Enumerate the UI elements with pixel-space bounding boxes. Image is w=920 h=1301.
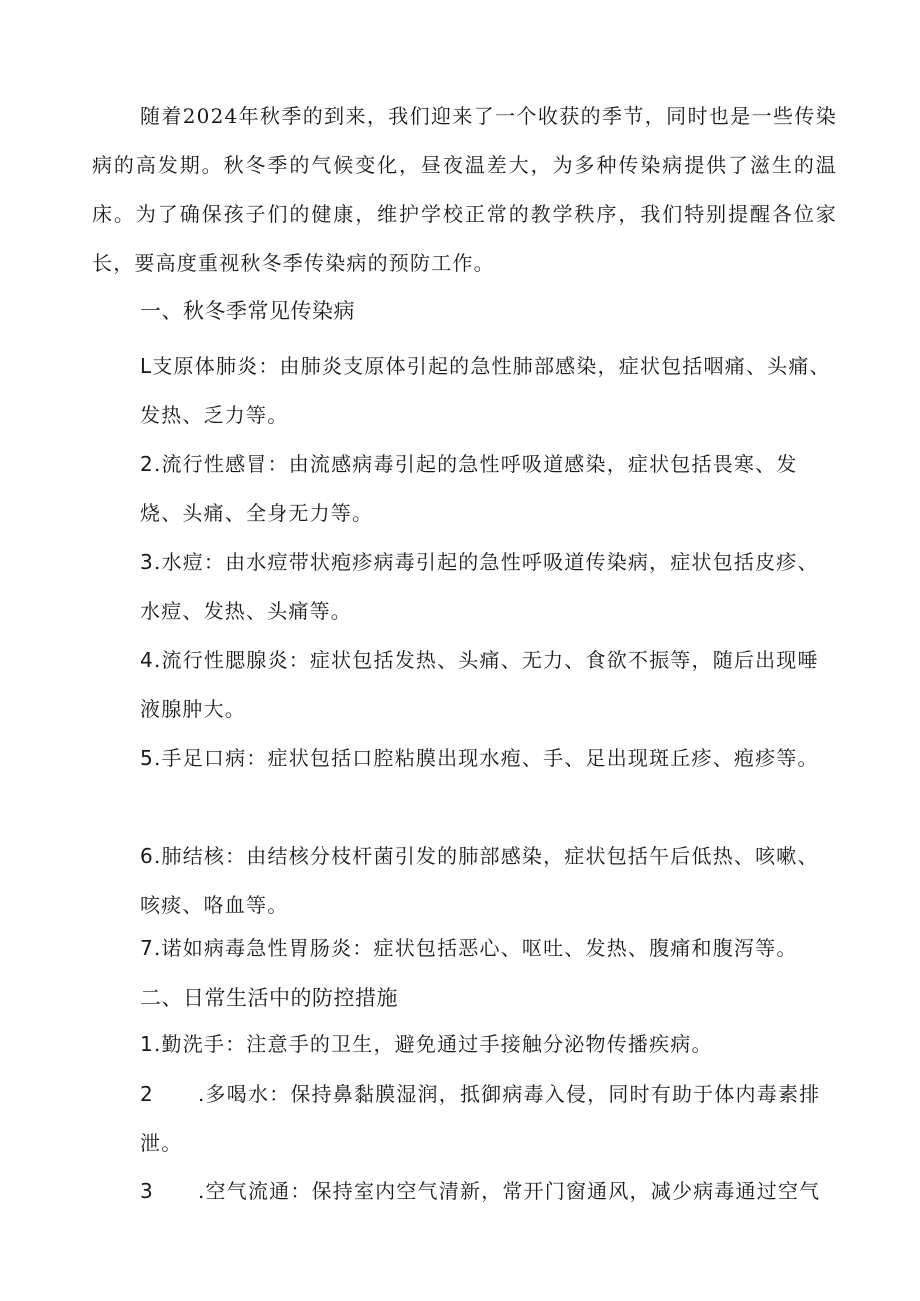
item-number: 3 xyxy=(140,550,154,574)
item-number: 3 xyxy=(140,1179,154,1203)
list-item xyxy=(92,832,832,930)
section-1-heading: 一、秋冬季常见传染病 xyxy=(140,299,355,323)
item-number: 7 xyxy=(140,936,154,960)
list-item xyxy=(92,1070,832,1168)
item-text: .水痘：由水痘带状疱疹病毒引起的急性呼吸道传染病，症状包括皮疹、水痘、发热、头痛等。 xyxy=(140,550,819,623)
list-item xyxy=(92,538,832,636)
list-item xyxy=(92,342,832,440)
item-text: .流行性腮腺炎：症状包括发热、头痛、无力、食欲不振等，随后出现唾液腺肿大。 xyxy=(140,648,819,721)
item-text: .手足口病：症状包括口腔粘膜出现水疱、手、足出现斑丘疹、疱疹等。 xyxy=(153,746,819,770)
item-text: .勤洗手：注意手的卫生，避免通过手接触分泌物传播疾病。 xyxy=(153,1032,713,1056)
list-item xyxy=(92,636,832,734)
item-number: 6 xyxy=(140,844,154,868)
section-2-heading: 二、日常生活中的防控措施 xyxy=(140,986,398,1010)
list-item xyxy=(92,1020,832,1069)
item-text: 支原体肺炎：由肺炎支原体引起的急性肺部感染，症状包括咽痛、头痛、发热、乏力等。 xyxy=(140,354,831,427)
item-text: .肺结核：由结核分枝杆菌引发的肺部感染，症状包括午后低热、咳嗽、咳痰、咯血等。 xyxy=(140,844,819,917)
item-number: 2 xyxy=(140,452,154,476)
item-text: .多喝水：保持鼻黏膜湿润，抵御病毒入侵，同时有助于体内毒素排泄。 xyxy=(140,1082,821,1155)
item-number: 4 xyxy=(140,648,154,672)
item-text: .诺如病毒急性胃肠炎：症状包括恶心、呕吐、发热、腹痛和腹泻等。 xyxy=(153,936,798,960)
item-number: 1 xyxy=(140,1032,154,1056)
list-item xyxy=(92,440,832,538)
item-text: .空气流通：保持室内空气清新，常开门窗通风，减少病毒通过空气 xyxy=(198,1179,821,1203)
intro-paragraph: 随着2024年秋季的到来，我们迎来了一个收获的季节，同时也是一些传染病的高发期。秋冬季的气候变化，昼夜温差大，为多种传染病提供了滋生的温床。为了确保孩子们的健康，维护学校正常的教学秩序，我们特别提醒各位家长，要高度重视秋冬季传染病的预防工作。 xyxy=(92,104,837,275)
item-number: 2 xyxy=(140,1082,154,1106)
item-number: 5 xyxy=(140,746,154,770)
list-item xyxy=(92,1167,832,1216)
list-item xyxy=(92,924,832,973)
list-item xyxy=(92,734,832,783)
item-number: L xyxy=(140,354,153,378)
item-text: .流行性感冒：由流感病毒引起的急性呼吸道感染，症状包括畏寒、发烧、头痛、全身无力等。 xyxy=(140,452,798,525)
